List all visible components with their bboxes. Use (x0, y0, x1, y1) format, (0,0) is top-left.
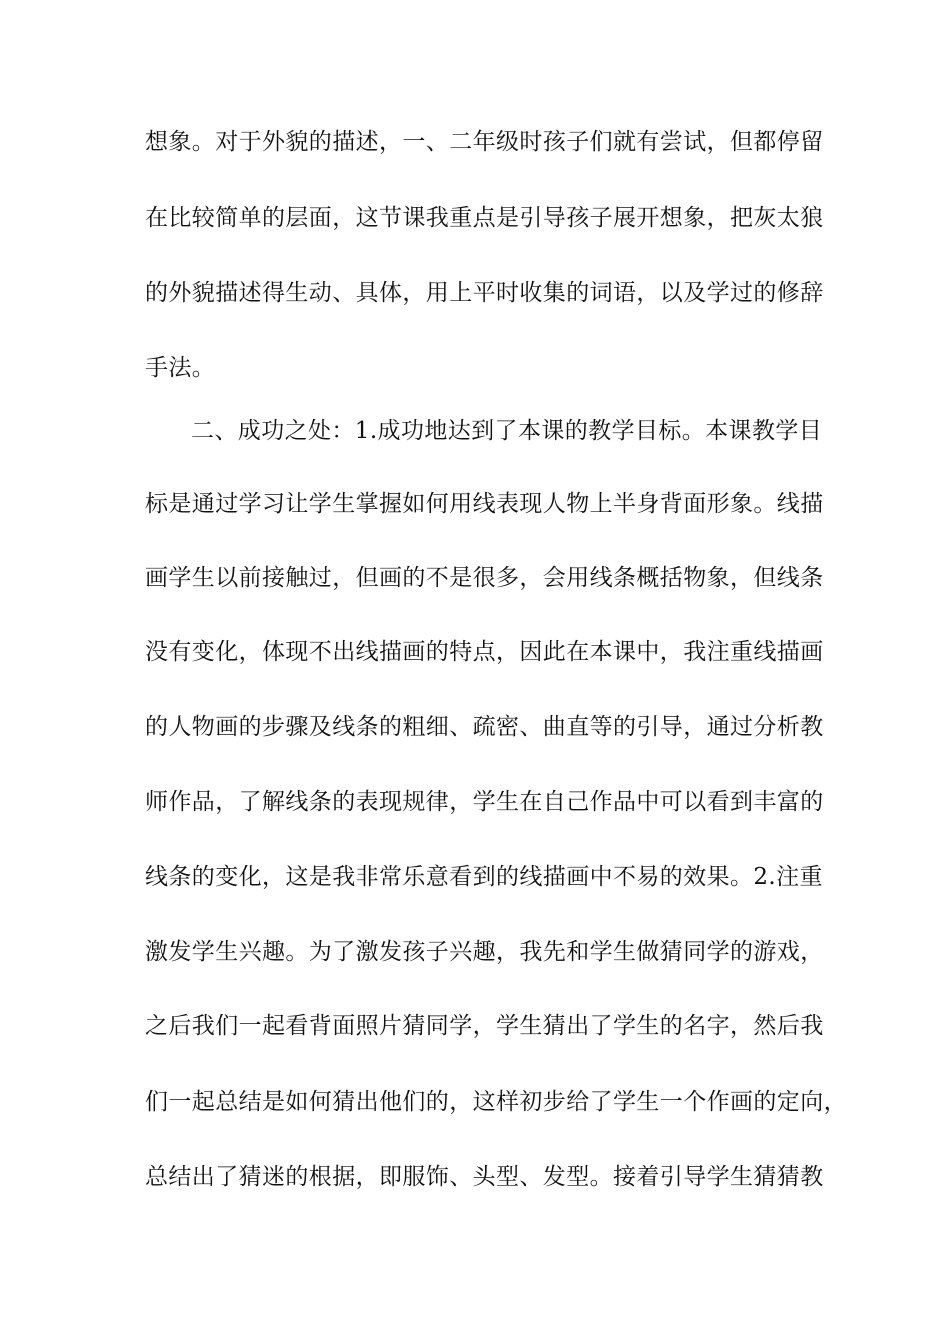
text-line: 手法。 (145, 355, 216, 381)
text-line: 的外貌描述得生动、具体，用上平时收集的词语，以及学过的修辞 (145, 280, 824, 306)
text-line: 标是通过学习让学生掌握如何用线表现人物上半身背面形象。线描 (145, 491, 824, 517)
text-line: 的人物画的步骤及线条的粗细、疏密、曲直等的引导，通过分析教 (145, 714, 824, 740)
text-line: 线条的变化，这是我非常乐意看到的线描画中不易的效果。2.注重 (145, 864, 823, 890)
text-line: 总结出了猜迷的根据，即服饰、头型、发型。接着引导学生猜猜教 (145, 1164, 824, 1190)
text-line: 激发学生兴趣。为了激发孩子兴趣，我先和学生做猜同学的游戏， (145, 939, 824, 965)
text-line: 师作品，了解线条的表现规律，学生在自己作品中可以看到丰富的 (145, 789, 824, 815)
text-line: 在比较简单的层面，这节课我重点是引导孩子展开想象，把灰太狼 (145, 205, 824, 231)
text-line: 之后我们一起看背面照片猜同学，学生猜出了学生的名字，然后我 (145, 1013, 824, 1039)
text-line: 没有变化，体现不出线描画的特点，因此在本课中，我注重线描画 (145, 639, 824, 665)
text-line: 们一起总结是如何猜出他们的，这样初步给了学生一个作画的定向， (145, 1089, 847, 1115)
text-line: 画学生以前接触过，但画的不是很多，会用线条概括物象，但线条 (145, 565, 824, 591)
text-line: 想象。对于外貌的描述，一、二年级时孩子们就有尝试，但都停留 (145, 129, 824, 155)
section-heading-line: 二、成功之处：1.成功地达到了本课的教学目标。本课教学目 (191, 418, 823, 444)
